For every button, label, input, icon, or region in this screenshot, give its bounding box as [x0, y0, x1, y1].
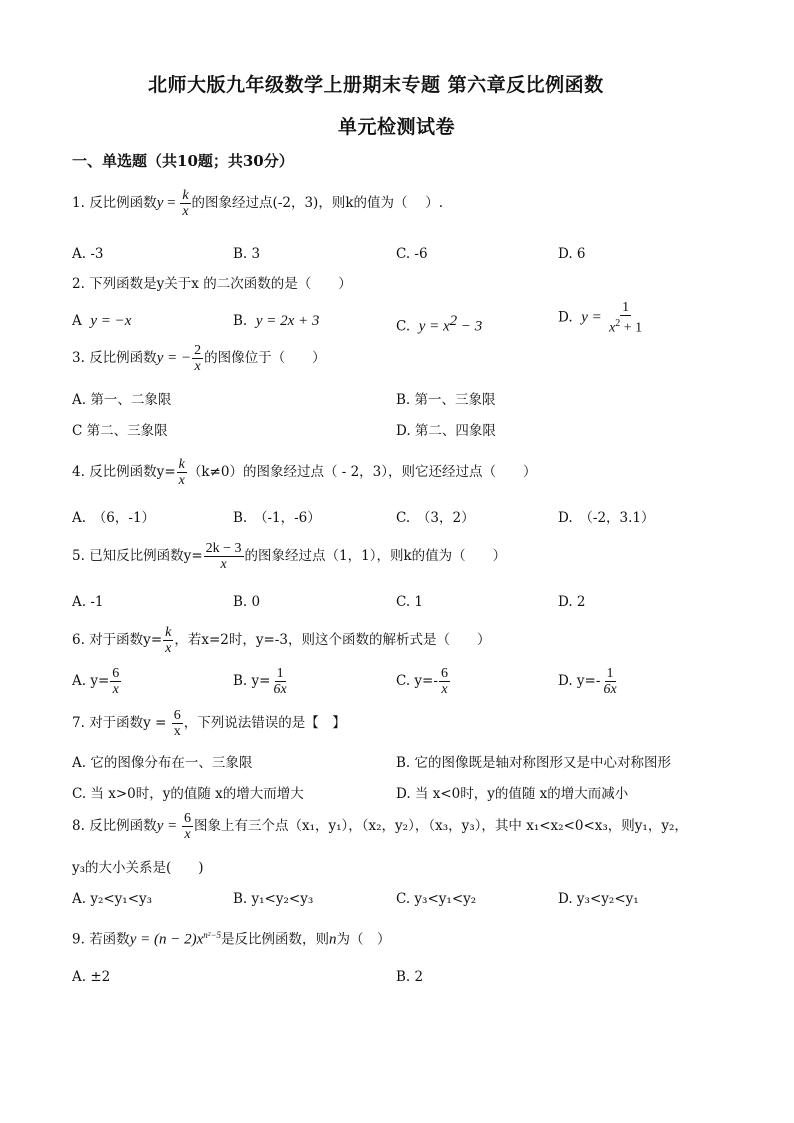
question-text: 图象上有三个点（x₁，y₁），（x₂，y₂），（x₃，y₃），其中 x₁<x₂<0<x₃，则y₁，y₂， — [193, 818, 688, 834]
math-expr: y = x — [418, 318, 450, 335]
question-number: 1. — [72, 195, 85, 211]
math-expr: y = − — [156, 350, 192, 366]
option-b: B. 它的图像既是轴对称图形又是中心对称图形 — [396, 755, 672, 771]
math-expr: y = — [156, 818, 181, 834]
question-1 — [72, 188, 443, 219]
option-d: D. 2 — [558, 594, 586, 610]
option-a: A. ±2 — [72, 969, 111, 985]
question-text: 是反比例函数，则 — [221, 931, 330, 948]
math-exponent: 2 — [449, 313, 458, 329]
question-2: 2. 下列函数是y关于x 的二次函数的是（ ） — [72, 276, 352, 292]
fraction-numerator: k — [178, 457, 185, 472]
fraction — [110, 666, 121, 697]
question-9 — [72, 925, 391, 950]
option-label: D. y=- — [558, 673, 601, 689]
fraction-numerator: 1 — [622, 300, 630, 315]
fraction — [607, 300, 644, 336]
fraction-numerator: 6 — [440, 666, 448, 681]
option-d: D. y₃<y₂<y₁ — [558, 891, 639, 907]
question-8 — [72, 811, 688, 842]
fraction-denominator: x — [220, 557, 227, 572]
question-4 — [72, 457, 537, 488]
option-a: A. 第一、二象限 — [72, 392, 172, 408]
question-text: 的图象经过点(-2，3)，则k的值为（ ）. — [191, 195, 444, 211]
option-a — [72, 311, 131, 331]
option-label: A. y= — [72, 673, 110, 689]
option-c: C. 1 — [396, 594, 424, 610]
fraction-denominator: x — [178, 473, 185, 488]
section-heading: 一、单选题（共10题；共30分） — [72, 152, 294, 170]
question-text: 对于函数y = — [89, 715, 171, 731]
fraction — [163, 625, 173, 656]
fraction-denominator: 6x — [273, 682, 287, 697]
fraction-numerator: 6 — [112, 666, 120, 681]
fraction-numerator: 1 — [606, 666, 614, 681]
fraction — [172, 708, 183, 739]
option-d: D. 第二、四象限 — [396, 423, 496, 439]
fraction-denominator: x — [182, 204, 189, 219]
option-c: C. 当 x>0时，y的值随 x的增大而增大 — [72, 786, 304, 802]
fraction-denominator: $x^2 + 1$ — [609, 318, 643, 336]
option-label: D. — [558, 309, 573, 326]
question-text: ，若x=2时，y=-3，则这个函数的解析式是（ ） — [174, 632, 491, 648]
fraction — [182, 811, 193, 842]
option-b — [233, 666, 290, 697]
option-label: C. — [396, 318, 411, 335]
question-text: 已知反比例函数y= — [89, 548, 203, 564]
question-text: 为（ ） — [336, 931, 391, 948]
question-number: 7. — [72, 715, 85, 731]
fraction-numerator: 2k − 3 — [205, 541, 242, 556]
option-d — [558, 666, 620, 697]
option-c — [396, 666, 451, 697]
question-text: 的图象经过点（1，1），则k的值为（ ） — [244, 548, 507, 564]
question-text: 反比例函数y= — [89, 464, 176, 480]
math-expr: y = −x — [90, 313, 132, 329]
option-a: A. y₂<y₁<y₃ — [72, 891, 153, 907]
question-number: 4. — [72, 464, 85, 480]
option-c: C. y₃<y₁<y₂ — [396, 891, 477, 907]
math-expr: y = (n − 2)x — [129, 931, 204, 948]
fraction-denominator: x — [173, 724, 181, 739]
fraction-numerator: 2 — [194, 343, 202, 358]
option-d — [558, 300, 645, 336]
fraction — [439, 666, 450, 697]
title-line-2: 单元检测试卷 — [338, 116, 456, 138]
fraction — [601, 666, 618, 697]
option-c — [396, 311, 482, 337]
fraction-numerator: 1 — [276, 666, 284, 681]
question-text: 若函数 — [89, 931, 130, 948]
fraction-denominator: x — [194, 359, 201, 374]
option-b: B. 0 — [233, 594, 261, 610]
math-expr: y = 2x + 3 — [255, 313, 320, 329]
question-number: 5. — [72, 548, 85, 564]
question-6 — [72, 625, 490, 656]
fraction — [271, 666, 288, 697]
fraction-denominator: x — [184, 827, 191, 842]
question-number: 3. — [72, 350, 85, 366]
option-a: A. -1 — [72, 594, 104, 610]
math-eq: = — [163, 195, 180, 211]
question-number: 6. — [72, 632, 85, 648]
fraction-numerator: k — [165, 625, 172, 640]
fraction — [192, 343, 203, 374]
option-b: B. 3 — [233, 246, 261, 262]
option-b: B. （-1，-6） — [233, 510, 321, 526]
fraction-denominator: x — [441, 682, 448, 697]
option-c: C. （3，2） — [396, 510, 475, 526]
question-number: 9. — [72, 931, 85, 948]
fraction — [204, 541, 244, 572]
question-3 — [72, 343, 326, 374]
fraction-numerator: k — [182, 188, 189, 203]
fraction-denominator: 6x — [603, 682, 617, 697]
question-text: 反比例函数 — [89, 350, 157, 366]
math-var: n — [329, 931, 337, 948]
option-label: B. — [233, 313, 248, 329]
math-expr: − 3 — [457, 318, 483, 335]
option-a: A. （6，-1） — [72, 510, 156, 526]
question-7 — [72, 708, 346, 739]
option-b: B. 第一、三象限 — [396, 392, 496, 408]
option-b — [233, 311, 319, 331]
question-text: 对于函数y= — [89, 632, 163, 648]
question-text: 反比例函数 — [89, 818, 157, 834]
fraction-numerator: 6 — [183, 811, 191, 826]
math-expr: y = — [581, 309, 602, 326]
option-a: A. -3 — [72, 246, 104, 262]
question-text: ，下列说法错误的是【 】 — [183, 715, 346, 731]
title-line-1: 北师大版九年级数学上册期末专题 第六章反比例函数 — [148, 74, 604, 96]
option-a: A. 它的图像分布在一、三象限 — [72, 755, 253, 771]
fraction-denominator: x — [112, 682, 119, 697]
fraction-denominator: x — [165, 641, 172, 656]
question-text: 的图像位于（ ） — [204, 350, 326, 366]
fraction — [177, 457, 187, 488]
option-b: B. y₁<y₂<y₃ — [233, 891, 314, 907]
option-c: C 第二、三象限 — [72, 423, 168, 439]
math-exponent: n²−5 — [203, 930, 222, 940]
option-label: A — [72, 313, 82, 329]
option-d: D. 6 — [558, 246, 586, 262]
question-text: （k≠0）的图象经过点（ - 2，3），则它还经过点（ ） — [187, 464, 537, 480]
math-var: y — [156, 195, 164, 211]
question-text: 反比例函数 — [89, 195, 157, 211]
option-d: D. 当 x<0时，y的值随 x的增大而减小 — [396, 786, 629, 802]
fraction-numerator: 6 — [173, 708, 181, 723]
option-label: B. y= — [233, 673, 271, 689]
option-c: C. -6 — [396, 246, 428, 262]
option-b: B. 2 — [396, 969, 424, 985]
question-number: 8. — [72, 818, 85, 834]
option-label: C. y=- — [396, 673, 438, 689]
option-d: D. （-2，3.1） — [558, 510, 655, 526]
question-5 — [72, 541, 506, 572]
option-a — [72, 666, 122, 697]
question-8-line-2: y₃的大小关系是( ) — [72, 860, 204, 876]
fraction — [180, 188, 190, 219]
